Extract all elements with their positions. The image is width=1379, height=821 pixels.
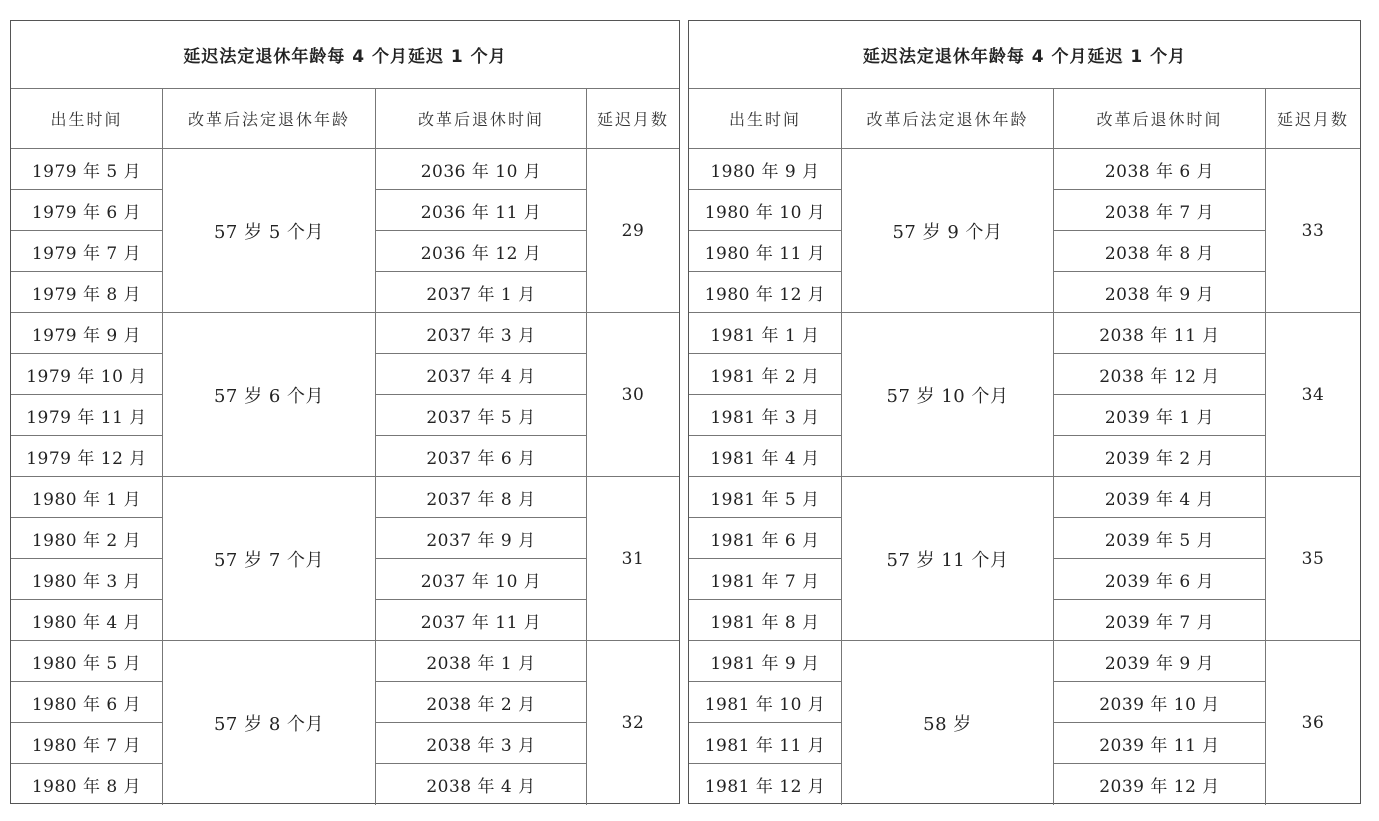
birth-date-cell: 1980 年 7 月 bbox=[11, 723, 163, 764]
column-header: 延迟月数 bbox=[587, 89, 679, 149]
table-title: 延迟法定退休年龄每 4 个月延迟 1 个月 bbox=[11, 21, 679, 89]
birth-date-cell: 1981 年 8 月 bbox=[689, 600, 842, 641]
retirement-age-cell: 57 岁 6 个月 bbox=[163, 313, 376, 477]
column-header: 改革后退休时间 bbox=[376, 89, 587, 149]
birth-date-cell: 1980 年 8 月 bbox=[11, 764, 163, 805]
retirement-age-cell: 57 岁 11 个月 bbox=[842, 477, 1054, 641]
retirement-date-cell: 2039 年 12 月 bbox=[1054, 764, 1266, 805]
retirement-date-cell: 2037 年 8 月 bbox=[376, 477, 587, 518]
column-header: 出生时间 bbox=[11, 89, 163, 149]
birth-date-cell: 1980 年 10 月 bbox=[689, 190, 842, 231]
retirement-date-cell: 2036 年 11 月 bbox=[376, 190, 587, 231]
retirement-date-cell: 2037 年 4 月 bbox=[376, 354, 587, 395]
retirement-date-cell: 2038 年 1 月 bbox=[376, 641, 587, 682]
retirement-age-cell: 58 岁 bbox=[842, 641, 1054, 805]
retirement-age-cell: 57 岁 5 个月 bbox=[163, 149, 376, 313]
retirement-date-cell: 2038 年 11 月 bbox=[1054, 313, 1266, 354]
retirement-age-cell: 57 岁 10 个月 bbox=[842, 313, 1054, 477]
birth-date-cell: 1980 年 5 月 bbox=[11, 641, 163, 682]
retirement-date-cell: 2038 年 12 月 bbox=[1054, 354, 1266, 395]
retirement-date-cell: 2037 年 9 月 bbox=[376, 518, 587, 559]
retirement-date-cell: 2039 年 6 月 bbox=[1054, 559, 1266, 600]
retirement-date-cell: 2038 年 9 月 bbox=[1054, 272, 1266, 313]
retirement-age-cell: 57 岁 8 个月 bbox=[163, 641, 376, 805]
birth-date-cell: 1979 年 11 月 bbox=[11, 395, 163, 436]
retirement-delay-table bbox=[10, 20, 1360, 804]
retirement-age-cell: 57 岁 9 个月 bbox=[842, 149, 1054, 313]
birth-date-cell: 1981 年 4 月 bbox=[689, 436, 842, 477]
retirement-date-cell: 2038 年 8 月 bbox=[1054, 231, 1266, 272]
birth-date-cell: 1981 年 6 月 bbox=[689, 518, 842, 559]
birth-date-cell: 1980 年 2 月 bbox=[11, 518, 163, 559]
retirement-date-cell: 2039 年 7 月 bbox=[1054, 600, 1266, 641]
delay-months-cell: 31 bbox=[587, 477, 679, 641]
birth-date-cell: 1980 年 4 月 bbox=[11, 600, 163, 641]
birth-date-cell: 1981 年 1 月 bbox=[689, 313, 842, 354]
retirement-date-cell: 2038 年 2 月 bbox=[376, 682, 587, 723]
birth-date-cell: 1979 年 9 月 bbox=[11, 313, 163, 354]
delay-months-cell: 33 bbox=[1266, 149, 1360, 313]
table-panel-right bbox=[688, 20, 1361, 804]
birth-date-cell: 1979 年 8 月 bbox=[11, 272, 163, 313]
retirement-date-cell: 2039 年 9 月 bbox=[1054, 641, 1266, 682]
column-header: 改革后法定退休年龄 bbox=[163, 89, 376, 149]
birth-date-cell: 1981 年 12 月 bbox=[689, 764, 842, 805]
delay-months-cell: 32 bbox=[621, 713, 645, 733]
birth-date-cell: 1981 年 3 月 bbox=[689, 395, 842, 436]
birth-date-cell: 1980 年 11 月 bbox=[689, 231, 842, 272]
birth-date-cell: 1980 年 12 月 bbox=[689, 272, 842, 313]
birth-date-cell: 1981 年 11 月 bbox=[689, 723, 842, 764]
retirement-date-cell: 2039 年 1 月 bbox=[1054, 395, 1266, 436]
delay-months-cell: 36 bbox=[1301, 713, 1325, 733]
birth-date-cell: 1981 年 10 月 bbox=[689, 682, 842, 723]
delay-months-cell: 30 bbox=[587, 313, 679, 477]
birth-date-cell: 1979 年 10 月 bbox=[11, 354, 163, 395]
retirement-date-cell: 2039 年 11 月 bbox=[1054, 723, 1266, 764]
retirement-date-cell: 2036 年 10 月 bbox=[376, 149, 587, 190]
birth-date-cell: 1979 年 7 月 bbox=[11, 231, 163, 272]
retirement-date-cell: 2036 年 12 月 bbox=[376, 231, 587, 272]
delay-months-cell: 34 bbox=[1266, 313, 1360, 477]
retirement-date-cell: 2038 年 6 月 bbox=[1054, 149, 1266, 190]
birth-date-cell: 1979 年 6 月 bbox=[11, 190, 163, 231]
table-title: 延迟法定退休年龄每 4 个月延迟 1 个月 bbox=[689, 21, 1360, 89]
retirement-date-cell: 2037 年 6 月 bbox=[376, 436, 587, 477]
birth-date-cell: 1979 年 12 月 bbox=[11, 436, 163, 477]
retirement-date-cell: 2039 年 10 月 bbox=[1054, 682, 1266, 723]
delay-months-cell: 35 bbox=[1266, 477, 1360, 641]
birth-date-cell: 1981 年 9 月 bbox=[689, 641, 842, 682]
column-header: 改革后退休时间 bbox=[1054, 89, 1266, 149]
retirement-date-cell: 2039 年 5 月 bbox=[1054, 518, 1266, 559]
birth-date-cell: 1980 年 1 月 bbox=[11, 477, 163, 518]
retirement-age-cell: 57 岁 7 个月 bbox=[163, 477, 376, 641]
retirement-date-cell: 2037 年 11 月 bbox=[376, 600, 587, 641]
birth-date-cell: 1981 年 5 月 bbox=[689, 477, 842, 518]
column-header: 改革后法定退休年龄 bbox=[842, 89, 1054, 149]
retirement-date-cell: 2039 年 2 月 bbox=[1054, 436, 1266, 477]
birth-date-cell: 1980 年 3 月 bbox=[11, 559, 163, 600]
birth-date-cell: 1980 年 6 月 bbox=[11, 682, 163, 723]
retirement-date-cell: 2037 年 5 月 bbox=[376, 395, 587, 436]
birth-date-cell: 1979 年 5 月 bbox=[11, 149, 163, 190]
table-panel-left bbox=[10, 20, 680, 804]
delay-months-cell: 29 bbox=[587, 149, 679, 313]
retirement-date-cell: 2038 年 4 月 bbox=[376, 764, 587, 805]
retirement-date-cell: 2037 年 1 月 bbox=[376, 272, 587, 313]
retirement-date-cell: 2038 年 3 月 bbox=[376, 723, 587, 764]
retirement-date-cell: 2037 年 3 月 bbox=[376, 313, 587, 354]
retirement-date-cell: 2038 年 7 月 bbox=[1054, 190, 1266, 231]
column-header: 延迟月数 bbox=[1266, 89, 1360, 149]
birth-date-cell: 1980 年 9 月 bbox=[689, 149, 842, 190]
birth-date-cell: 1981 年 2 月 bbox=[689, 354, 842, 395]
retirement-date-cell: 2039 年 4 月 bbox=[1054, 477, 1266, 518]
column-header: 出生时间 bbox=[689, 89, 842, 149]
birth-date-cell: 1981 年 7 月 bbox=[689, 559, 842, 600]
retirement-date-cell: 2037 年 10 月 bbox=[376, 559, 587, 600]
